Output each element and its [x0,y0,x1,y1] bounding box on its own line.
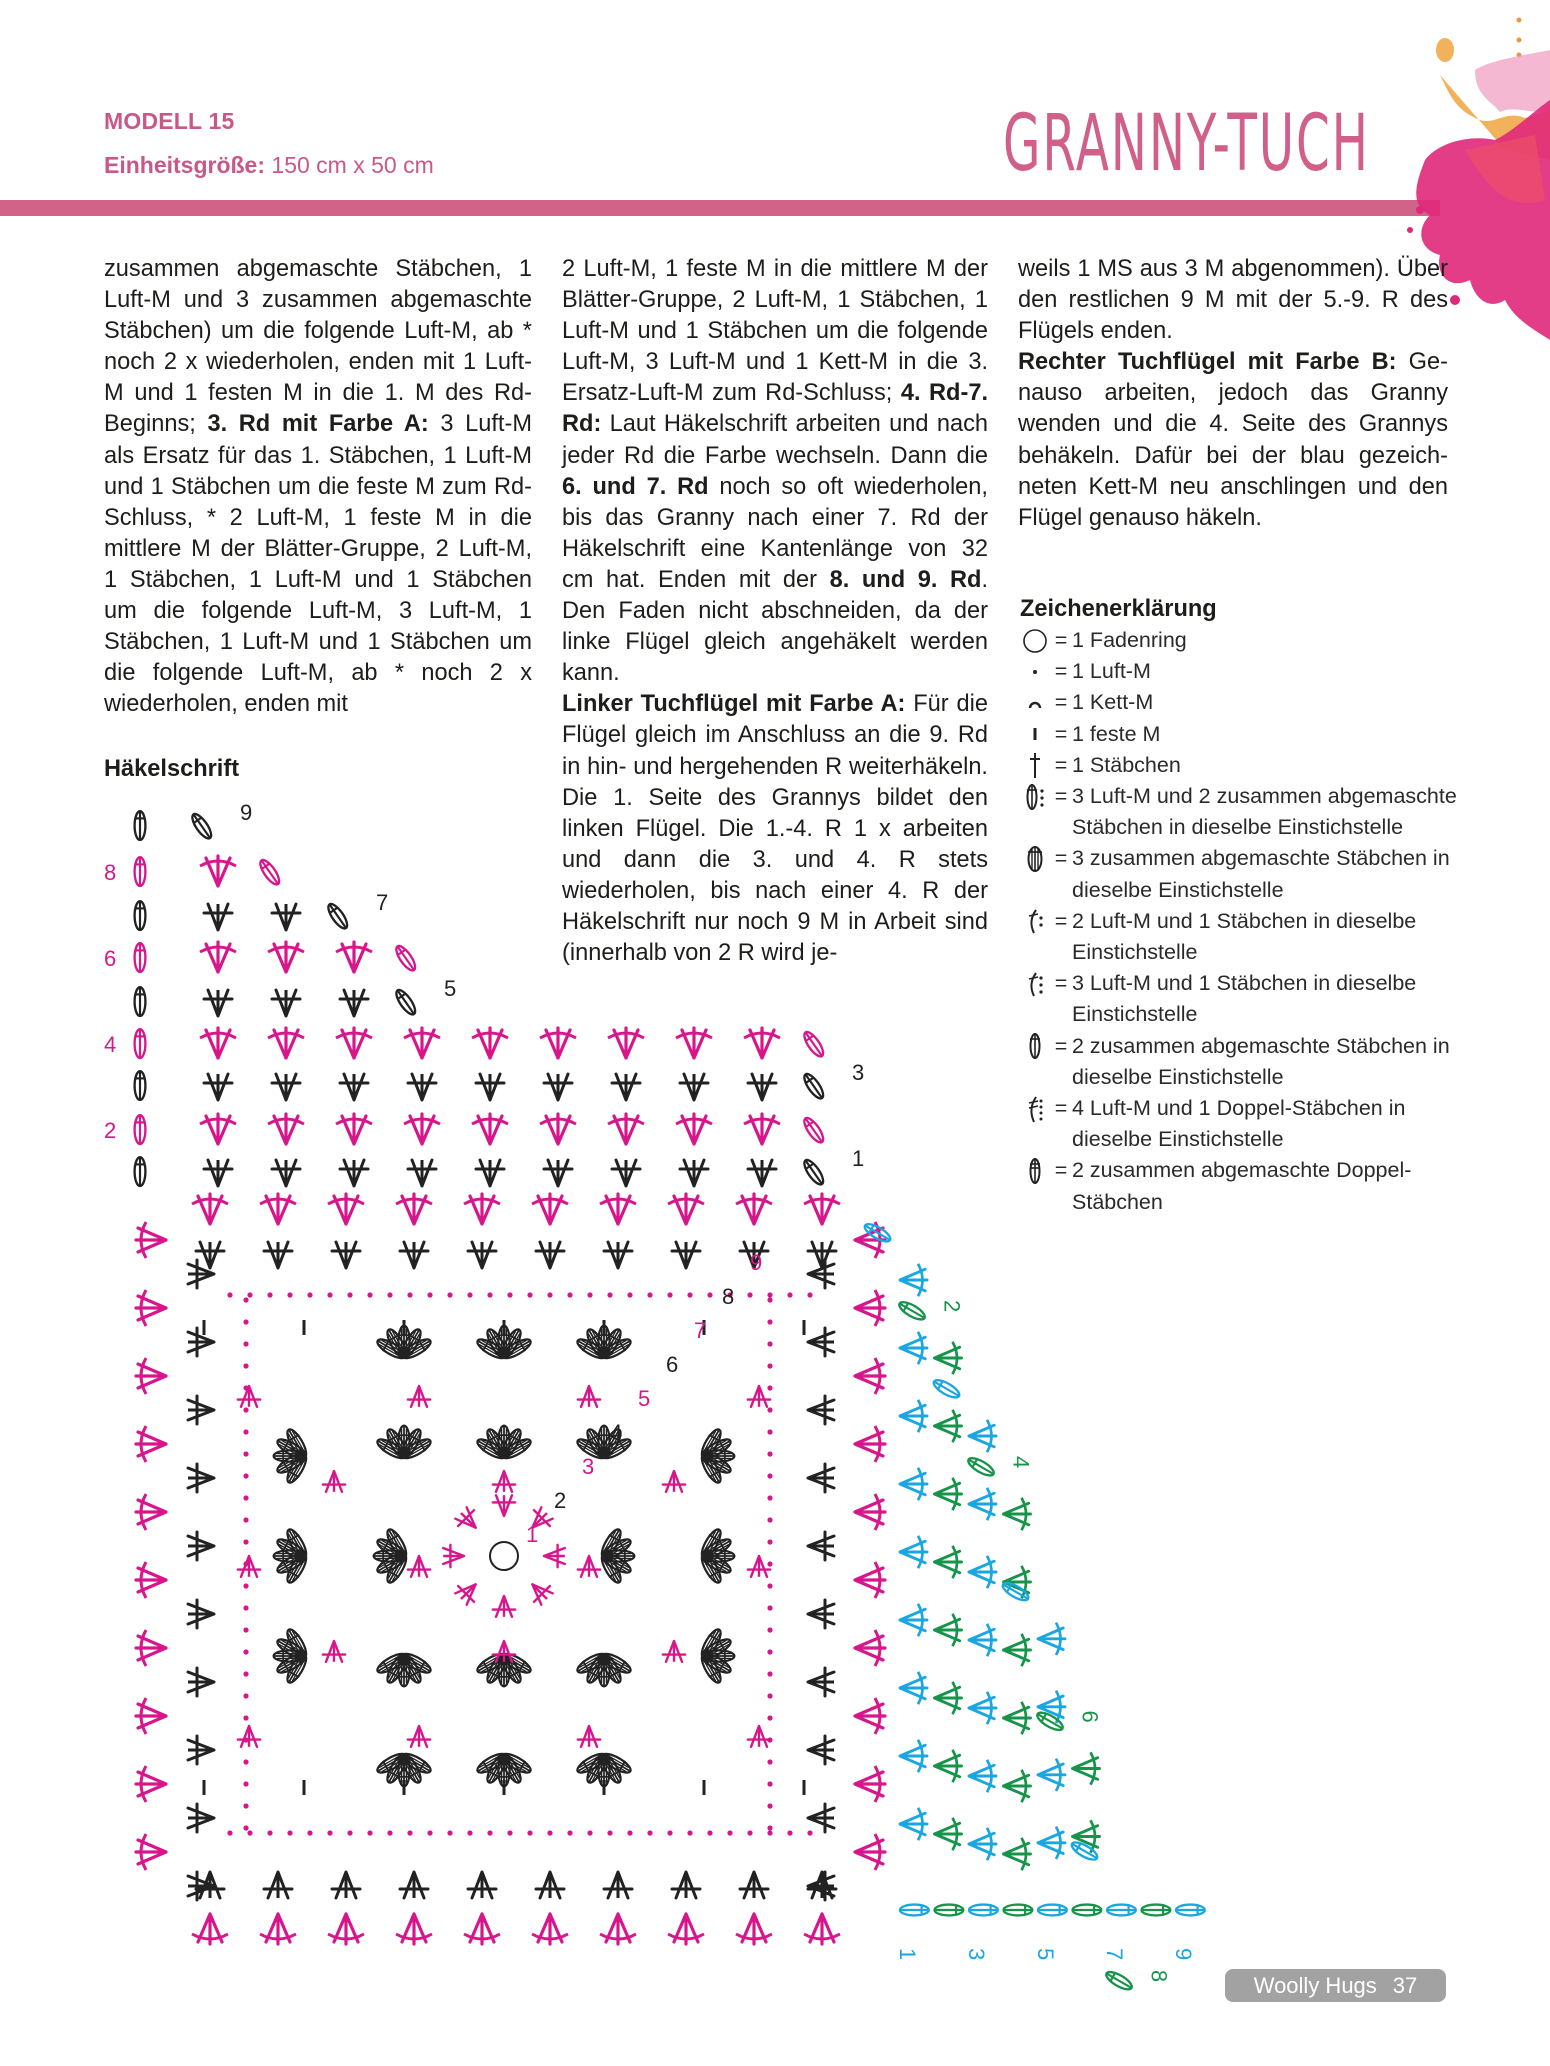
left-wing-heading: Linker Tuchflügel mit Farbe A: [562,691,906,718]
legend-text: 1 feste M [1072,721,1161,746]
page-title: GRANNY-TUCH [1003,99,1370,189]
unit-size [104,152,434,179]
instructions-text: . Den Faden nicht abschneiden, da der linke Flügel gleich angehäkelt werden kann. [562,566,988,687]
legend-item [1020,656,1460,687]
legend-text: 1 Stäbchen [1072,752,1181,777]
crochet-chart [90,780,1290,1983]
crochet-chart-title: Häkelschrift [104,756,240,782]
legend-equals: = [1054,908,1068,933]
instructions-paragraph [562,254,988,689]
svg-text:5: 5 [444,976,457,1001]
page-number: 37 [1392,1973,1418,1998]
right-wing-paragraph [1018,347,1448,534]
legend-equals: = [1054,659,1068,684]
svg-text:4: 4 [1008,1456,1034,1469]
rounds-6-7-emphasis: 6. und 7. Rd [562,473,709,500]
svg-text:6: 6 [666,1352,679,1377]
single-crochet-bar-icon [1020,719,1050,750]
svg-text:1: 1 [526,1522,539,1547]
svg-text:7: 7 [1102,1948,1127,1961]
svg-text:6: 6 [104,946,117,971]
instructions-paragraph [104,254,532,720]
svg-text:4: 4 [610,1420,623,1445]
legend-equals: = [1054,628,1068,652]
instructions-text: Genauso arbeiten, jedoch das Granny wenden und die 4. Seite des Grannys behäkeln. Dafür bei der blau gezeichneten Kett-M neu anschlingen und den Flügel genauso häkeln. [1018,349,1448,531]
legend-text: 1 Kett-M [1072,690,1154,715]
text-column-3 [1018,254,1448,534]
legend-text: 4 Luft-M und 1 Doppel-Stäbchen in dieselbe Einstichstelle [1072,1096,1406,1152]
instructions-text: 2 Luft-M, 1 feste M in die mittlere M der Blätter-Gruppe, 2 Luft-M, 1 Stäbchen, 1 Luft-M und 1 Stäbchen um die folgende Luft-M, 3 Luft-M und 1 Kett-M in die 3. Ersatz-Luft-M zum Rd-Schluss; [562,256,988,407]
svg-text:2: 2 [104,1118,117,1143]
round-labels [104,800,1196,1982]
svg-text:6: 6 [1077,1710,1103,1723]
svg-text:8: 8 [722,1284,735,1309]
legend-text: 1 Luft-M [1072,659,1151,684]
rounds-4-7-heading: 4. Rd-7. Rd: [562,380,989,438]
legend-equals: = [1054,690,1068,715]
left-wing-chart [135,811,827,1187]
instructions-text: zusammen abgemaschte Stäbchen, 1 Luft-M und 3 zusammen abgemaschte Stäbchen) um die folgende Luft-M, ab * noch 2 x wiederholen, enden mit 1 Luft-M und 1 festen M in die 1. M des Rd-Beginns; [104,256,532,438]
legend-equals: = [1054,971,1068,996]
svg-text:1: 1 [852,1146,865,1171]
svg-text:3: 3 [852,1060,865,1085]
rounds-8-9-emphasis: 8. und 9. Rd [829,566,982,593]
legend-equals: = [1054,1033,1068,1058]
svg-text:7: 7 [694,1318,707,1343]
ring-icon [1020,625,1050,656]
legend-title: Zeichenerklärung [1020,596,1217,622]
legend-equals: = [1054,784,1068,809]
legend-equals: = [1054,1158,1068,1183]
header-divider-bar [0,200,1440,216]
instructions-text: Für die Flügel gleich im Anschluss an die 9. Rd in hin- und hergehenden R weiterhäkeln. Die 1. Seite des Grannys bildet den linken Flügel. Die 1.-4. R 1 x arbeiten und dann die 3. und 4. R stets wiederholen, bis nach einer 4. R der Häkelschrift nur noch 9 M in Arbeit sind (innerhalb von 2 R wird je- [562,691,988,967]
svg-text:9: 9 [1171,1948,1196,1961]
granny-center [204,1320,804,1795]
legend-equals: = [1054,721,1068,746]
svg-text:1: 1 [895,1948,920,1961]
legend-text: 2 Luft-M und 1 Stäbchen in dieselbe Einstichstelle [1072,908,1417,965]
svg-text:5: 5 [1033,1948,1058,1961]
right-wing-heading: Rechter Tuchflügel mit Farbe B: [1018,349,1397,376]
brand-name: Woolly Hugs [1253,1973,1377,1998]
page-footer-badge [1225,1969,1446,2002]
instructions-text: Laut Häkelschrift arbeiten und nach jeder Rd die Farbe wechseln. Dann die [562,411,988,469]
chain-dot-icon [1020,656,1050,687]
instructions-paragraph: weils 1 MS aus 3 M abgenommen). Über den restlichen 9 M mit der 5.-9. R des Flügels enden. [1018,256,1448,345]
svg-text:3: 3 [964,1948,989,1961]
legend-item [1020,625,1460,656]
svg-text:7: 7 [376,890,389,915]
model-number: MODELL 15 [104,108,235,134]
svg-text:4: 4 [104,1032,117,1057]
legend-text: 2 zusammen abgemaschte Stäbchen in dieselbe Einstichstelle [1072,1033,1450,1089]
svg-text:9: 9 [240,800,253,825]
svg-text:2: 2 [939,1300,965,1313]
legend-text: 1 Fadenring [1072,628,1187,652]
legend-equals: = [1054,752,1068,777]
round-3-heading: 3. Rd mit Farbe A: [207,411,429,438]
instructions-text: 3 Luft-M als Ersatz für das 1. Stäbchen, 1 Luft-M und 1 Stäbchen um die feste M zum Rd-Schluss, * 2 Luft-M, 1 feste M in die mittlere M der Blätter-Gruppe, 2 Luft-M, 1 Stäbchen, 1 Luft-M und 1 Stäbchen um die folgende Luft-M, 3 Luft-M, 1 Stäbchen, 1 Luft-M und 1 Stäbchen um die folgende Luft-M, ab * noch 2 x wiederholen, enden mit [104,411,532,718]
right-wing-chart [862,1221,1204,2066]
legend-item [1020,750,1460,781]
legend-text: 3 zusammen abgemaschte Stäbchen in dieselbe Einstichstelle [1072,846,1450,902]
legend-equals: = [1054,846,1068,871]
legend-text: 2 zusammen abgemaschte Doppel-Stäbchen [1072,1158,1412,1214]
instructions-text: noch so oft wiederholen, bis das Granny nach einer 7. Rd der Häkelschrift eine Kantenlänge von 32 cm hat. Enden mit der [562,473,988,593]
svg-text:2: 2 [554,1488,567,1513]
svg-text:9: 9 [750,1250,763,1275]
legend-item [1020,719,1460,750]
unit-size-value: 150 cm x 50 cm [271,152,434,178]
text-column-1 [104,254,532,720]
legend-equals: = [1054,1096,1068,1121]
svg-text:8: 8 [1146,1969,1172,1983]
svg-text:8: 8 [104,860,117,885]
double-crochet-cross-icon [1020,750,1050,781]
legend-item [1020,687,1460,718]
svg-text:5: 5 [638,1386,651,1411]
svg-text:3: 3 [582,1454,595,1479]
legend-text: 3 Luft-M und 2 zusammen abgemaschte Stäbchen in dieselbe Einstichstelle [1072,784,1457,840]
slip-stitch-arc-icon [1020,687,1050,718]
unit-size-label: Einheitsgröße: [104,152,266,178]
legend-text: 3 Luft-M und 1 Stäbchen in dieselbe Einstichstelle [1072,971,1417,1027]
